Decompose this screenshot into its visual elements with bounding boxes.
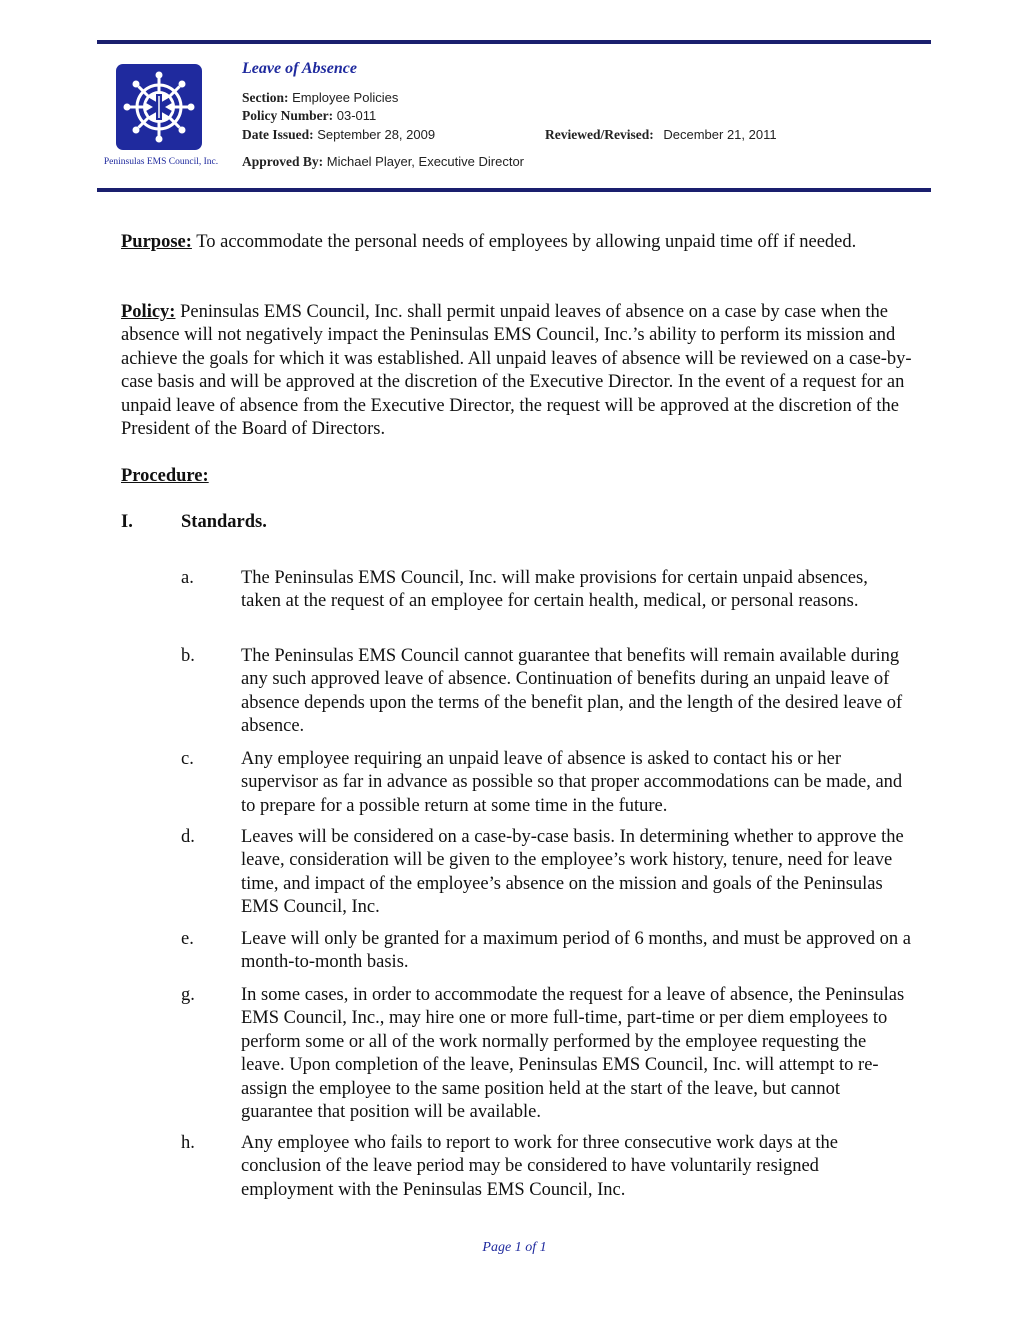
header-top-rule xyxy=(97,40,931,44)
list-item-text: Any employee requiring an unpaid leave of absence is asked to contact his or her supervisor as far in advance as possible so that proper accommodations can be made, and to prepare for a possible return at some time in the future. xyxy=(241,749,903,816)
policy-number-value: 03-011 xyxy=(336,108,377,123)
list-item-text: In some cases, in order to accommodate the request for a leave of absence, the Peninsulas EMS Council, Inc., may hire one or more full-time, part-time or per diem employees to perform some or all of the work normally performed by the employee requesting the leave. Upon completion of the leave, Peninsulas EMS Council, Inc. will attempt to re-assign the employee to the same position held at the start of the leave, but cannot guarantee that position will be available. xyxy=(241,985,905,1123)
list-item-letter: c. xyxy=(181,749,194,769)
policy-label: Policy: xyxy=(121,302,176,322)
list-item-letter: d. xyxy=(181,827,195,847)
list-item-text: Leave will only be granted for a maximum period of 6 months, and must be approved on a month-to-month basis. xyxy=(241,929,911,973)
list-item-text: The Peninsulas EMS Council, Inc. will make provisions for certain unpaid absences, taken at the request of an employee for certain health, medical, or personal reasons. xyxy=(241,568,868,612)
purpose-label: Purpose: xyxy=(121,232,192,252)
section-label: Section: xyxy=(242,90,289,105)
organization-logo xyxy=(116,64,202,150)
approved-line xyxy=(242,154,524,170)
section-title: Standards. xyxy=(181,512,267,532)
section-line xyxy=(242,90,398,106)
list-item-letter: b. xyxy=(181,646,195,666)
reviewed-label: Reviewed/Revised: xyxy=(545,127,654,142)
list-item-letter: h. xyxy=(181,1133,195,1153)
procedure-label: Procedure: xyxy=(121,466,209,486)
logo-caption: Peninsulas EMS Council, Inc. xyxy=(103,157,219,167)
procedure-heading xyxy=(121,465,921,488)
list-item-text: Leaves will be considered on a case-by-case basis. In determining whether to approve the leave, consideration will be given to the employee’s work history, tenure, need for leave time, and impact of the employee’s absence on the mission and goals of the Peninsulas EMS Council, Inc. xyxy=(241,827,904,918)
purpose-paragraph xyxy=(121,231,921,254)
reviewed-value: December 21, 2011 xyxy=(663,127,777,142)
purpose-text: To accommodate the personal needs of employees by allowing unpaid time off if needed. xyxy=(196,232,857,252)
reviewed-line xyxy=(545,127,777,143)
page-number: Page 1 of 1 xyxy=(482,1240,547,1255)
policy-text: Peninsulas EMS Council, Inc. shall permit unpaid leaves of absence on a case by case when the absence will not negatively impact the Peninsulas EMS Council, Inc.’s ability to perform its mission and achieve the goals for which it was established. All unpaid leaves of absence will be reviewed on a case-by-case basis and will be approved at the discretion of the Executive Director. In the event of a request for an unpaid leave of absence from the Executive Director, the request will be approved at the discretion of the President of the Board of Directors. xyxy=(121,302,912,440)
document-title: Leave of Absence xyxy=(242,60,357,77)
ship-wheel-star-of-life-icon xyxy=(116,64,202,150)
section-value: Employee Policies xyxy=(292,90,399,105)
list-item-letter: g. xyxy=(181,985,195,1005)
list-item-letter: a. xyxy=(181,568,194,588)
approved-label: Approved By: xyxy=(242,154,324,169)
date-issued-label: Date Issued: xyxy=(242,127,314,142)
approved-value: Michael Player, Executive Director xyxy=(326,154,525,169)
policy-number-line xyxy=(242,108,376,124)
policy-paragraph xyxy=(121,301,921,441)
section-number: I. xyxy=(121,512,133,532)
date-issued-line xyxy=(242,127,435,143)
list-item-text: The Peninsulas EMS Council cannot guarantee that benefits will remain available during any such approved leave of absence. Continuation of benefits during an unpaid leave of absence depends upon the terms of the benefit plan, and the length of the desired leave of absence. xyxy=(241,646,903,737)
list-item-letter: e. xyxy=(181,929,194,949)
date-issued-value: September 28, 2009 xyxy=(317,127,436,142)
list-item-text: Any employee who fails to report to work for three consecutive work days at the conclusion of the leave period may be considered to have voluntarily resigned employment with the Peninsulas EMS Council, Inc. xyxy=(241,1133,838,1200)
policy-number-label: Policy Number: xyxy=(242,108,334,123)
header-bottom-rule xyxy=(97,188,931,192)
